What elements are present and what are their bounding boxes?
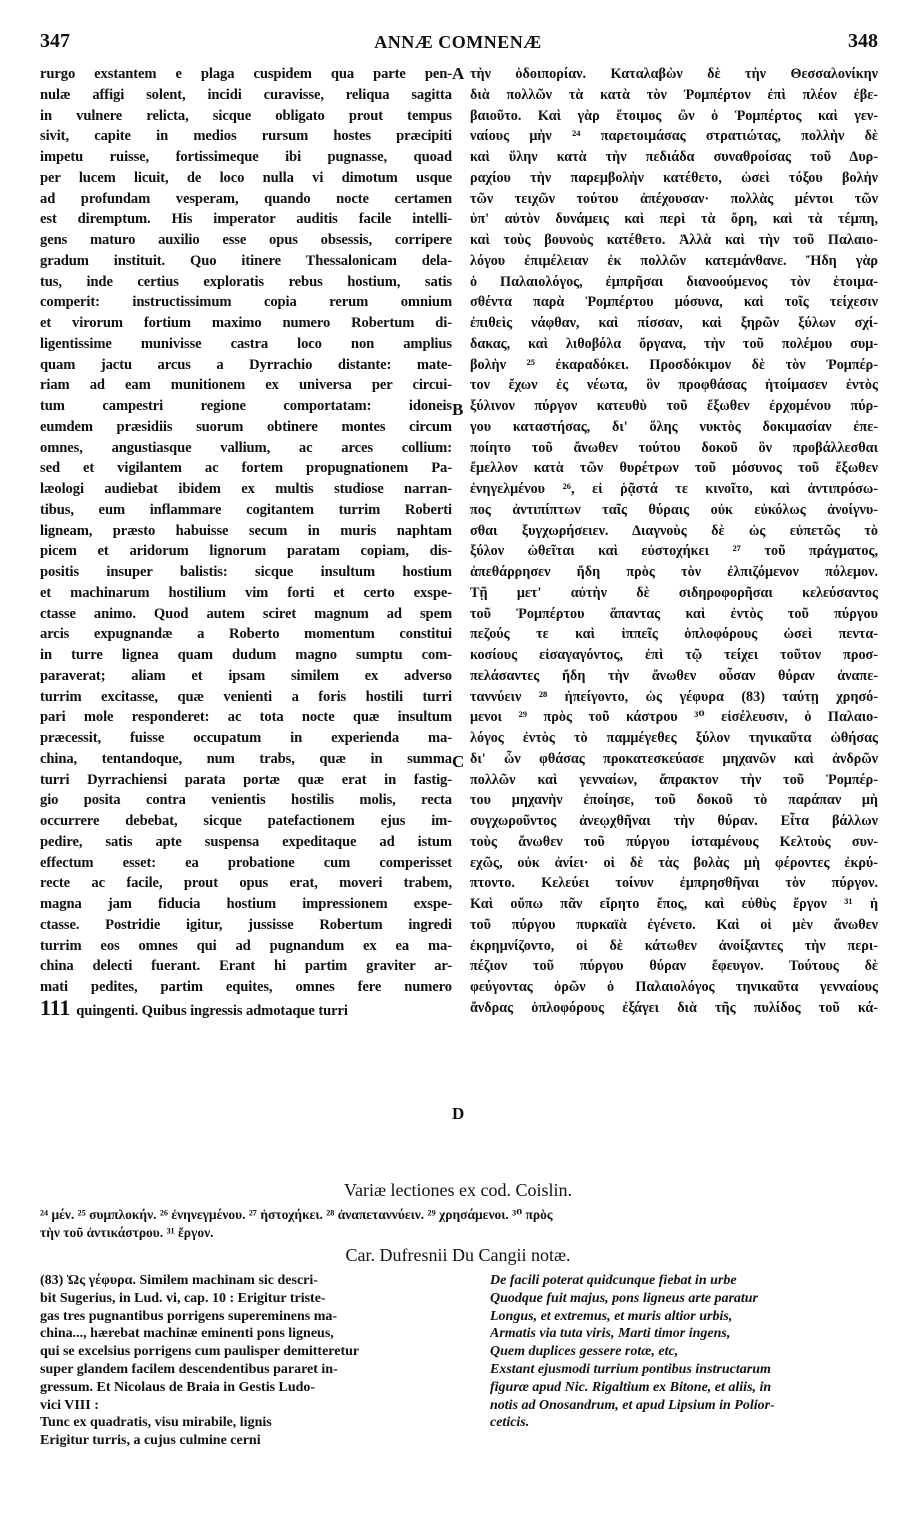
latin-text-line: eumdem præsidiis suorum obtinere montes circum <box>40 418 452 435</box>
greek-text-line: ταννύειν ²⁸ ἠπείγοντο, ὡς γέφυρα (83) ταύτῃ χρησό- <box>470 688 878 705</box>
note-line: gressum. Et Nicolaus de Braia in Gestis Ludo- <box>40 1379 316 1395</box>
margin-marker-a: A <box>452 64 465 83</box>
latin-text-line: impetu ruisse, fortissimeque ibi pugnasse, quoad <box>40 149 452 165</box>
note-line: super glandem facilem descendentibus pararet in- <box>40 1361 338 1377</box>
variae-line: τὴν τοῦ ἀντικάστρου. ³¹ ἔργον. <box>40 1225 214 1240</box>
greek-text-line: λόγος ἐντὸς τὸ παμμέγεθες ξύλον τηνικαῦτα ὠθήσας <box>470 730 878 746</box>
latin-text-line: gradum instituit. Quo itinere Thessalonicam dela- <box>40 252 452 269</box>
greek-text-line: πεζούς τε καὶ ἱππεῖς ὁπλοφόρους ὡσεὶ πεντα- <box>470 626 878 643</box>
greek-text-line: δακας, καὶ λιθοβόλα ὄργανα, τὴν τοῦ πολέμου συμ- <box>470 335 878 352</box>
latin-text-line: tibus, eum inflammare cogitantem turrim Roberti <box>40 501 452 518</box>
latin-text-line: gio posita contra venientis hostilis molis, recta <box>40 792 452 809</box>
greek-text-line: σθαι ξυγχωρήσειεν. Διαγνοὺς δὲ ὡς εὐπετῶς τὸ <box>470 522 878 539</box>
running-title: ANNÆ COMNENÆ <box>374 32 542 52</box>
greek-text-line: κοσίους εἰσαγαγόντος, ἐπὶ τῷ τείχει τοῦτον προσ- <box>470 647 878 663</box>
note-verse-line: Armatis via tuta viris, Marti timor ingens, <box>490 1326 731 1342</box>
note-line: vici VIII : <box>40 1397 99 1413</box>
greek-text-line: ἐνηγελμένου ²⁶, εἰ ῥᾷστά τε κινοῖτο, καὶ ἀντιπρόσω- <box>470 481 878 497</box>
greek-text-line: πτοντο. Κελεύει τοίνυν ἐμπρησθῆναι τὸν πύργον. <box>470 875 878 892</box>
latin-text-line: est diremptum. His imperator auditis facile intelli- <box>40 211 452 228</box>
note-line: gas tres pugnantibus porrigens supereminens ma- <box>40 1308 338 1324</box>
latin-text-line: pedire, satis apte suspensa expeditaque ad istum <box>40 833 452 850</box>
note-line: (83) Ὡς γέφυρα. Similem machinam sic descri- <box>40 1273 318 1288</box>
latin-text-line: china, tentandoque, num trabs, quæ in summa <box>40 750 452 767</box>
greek-text-line: εχῶς, οὐκ ἀνίει· οἱ δὲ τὰς βολὰς μὴ φέροντες ἐκρύ- <box>470 854 878 871</box>
greek-text-line: ξύλον ὠθεῖται καὶ εὐστοχήκει ²⁷ τοῦ πράγματος, <box>470 543 878 560</box>
latin-text-line: in vulnere relicta, sicque obligato prout tempus <box>40 107 452 124</box>
latin-text-line: picem et aridorum lignorum paratam copiam, dis- <box>40 543 452 560</box>
greek-text-line: πέζιον τοῦ πύργου θύραν ἔφευγον. Τούτους δὲ <box>470 958 878 975</box>
latin-text-line: turrim eos omnes qui ad pugnandum ex ea ma- <box>40 937 452 954</box>
latin-text-line: nulæ affigi solent, incidi curavisse, reliqua sagitta <box>40 86 452 103</box>
latin-text-line: ligentissime munivisse castra loco non amplius <box>40 335 452 352</box>
latin-text-line: per lucem licuit, de loco nulla vi dimotum usque <box>40 169 452 186</box>
greek-text-line: ἀπεθάρρησεν ἤδη πρὸς τὸν ἐλπιζόμενον πόλεμον. <box>470 564 878 580</box>
note-verse-line: Quem duplices gessere rotæ, etc, <box>490 1344 679 1360</box>
latin-text-line: arcis expugnandæ a Roberto momentum constitui <box>40 626 452 643</box>
latin-column <box>40 64 452 1019</box>
greek-text-line: ναίους μὴν ²⁴ παρετοιμάσας στρατιώτας, πολλὴν δὲ <box>470 128 878 145</box>
greek-text-line: Τῇ μετ' αὐτὴν δὲ σιδηροφορῆσαι κελεύσαντος <box>470 584 878 601</box>
greek-text-line: λόγου ἐπιμέλειαν ἐκ πολλῶν κατεμάνθανε. Ἤδη γὰρ <box>470 252 878 269</box>
latin-text-line: quam jactu arcus a Dyrrachio distante: mate- <box>40 356 452 373</box>
latin-text-line: præcessit, fuisse occupatum in experienda ma- <box>40 730 452 746</box>
margin-marker-c: C <box>452 752 465 771</box>
latin-text-line: riam ad eam munitionem ex universa per circui- <box>40 377 452 394</box>
latin-text-fragment: quingenti. Quibus ingressis admotaque turri <box>76 1002 348 1019</box>
greek-text-line: φεύγοντας ὁρῶν ὁ Παλαιολόγος τηνικαῦτα γενναίους <box>470 979 878 995</box>
greek-text-line: του μηχανὴν ἐποίησε, τοῦ δοκοῦ τὸ παράπαν μὴ <box>470 792 878 809</box>
greek-text-line: τοῦ Ῥομπέρτου ἅπαντας καὶ ἐντὸς τοῦ πύργου <box>470 605 878 622</box>
latin-text-line: china delecti fuerant. Erant hi partim graviter ar- <box>40 958 452 975</box>
latin-text-line: occurrere debebat, sicque patefactionem ejus im- <box>40 813 452 829</box>
notes-right-column <box>490 1272 880 1432</box>
greek-text-line: πολλῶν καὶ γενναίων, ἄπρακτον τὴν τοῦ Ῥομπέρ- <box>470 771 878 788</box>
latin-text-line: gens maturo auxilio esse opus obsessis, corripere <box>40 232 452 248</box>
variae-lectiones <box>40 1206 880 1242</box>
latin-text-line: turri Dyrrachiensi parata portæ quæ erat in fastig- <box>40 771 452 788</box>
latin-text-line: recte ac facile, prout opus erat, moveri trabem, <box>40 875 452 892</box>
greek-text-line: μενοι ²⁹ πρὸς τοῦ κάστρου ³⁰ εἰσέλευσιν, ὁ Παλαιο- <box>470 709 878 726</box>
greek-text-line: πελάσαντες ἤδη τὴν ἄνωθεν οὖσαν θύραν ἀναπε- <box>470 667 878 684</box>
greek-text-line: ἄνδρας ὁπλοφόρους ἐξάγει διὰ τῆς πυλίδος τοῦ κά- <box>470 999 878 1016</box>
note-verse-line: Quodque fuit majus, pons ligneus arte paratur <box>490 1290 759 1306</box>
latin-text-line: pari mole responderet: ac tota nocte quæ insultum <box>40 709 452 726</box>
note-verse-line: figuræ apud Nic. Rigaltium ex Bitone, et aliis, in <box>490 1379 772 1395</box>
greek-text-line: πος ἀντιπίπτων ταῖς θύραις οὐκ εὐκόλως ἀνοίγνυ- <box>470 501 878 518</box>
latin-text-line: sivit, capite in medios rursum hostes præcipiti <box>40 128 452 145</box>
note-verse-line: Exstant ejusmodi turrium pontibus instructarum <box>490 1361 771 1377</box>
latin-text-line: positis insuper balistis: sicque insultum hostium <box>40 564 452 580</box>
latin-text-line: ctasse animo. Quod autem sciret magnum ad spem <box>40 605 452 622</box>
latin-text-line: comperit: instructissimum copia rerum omnium <box>40 294 452 311</box>
note-verse-line: ceticis. <box>490 1415 530 1431</box>
greek-text-line: συγχωροῦντος ἀνεῳχθῆναι τὴν θύραν. Εἶτα βάλλων <box>470 813 878 829</box>
latin-text-line: læologi audiebat ibidem ex multis studiose narran- <box>40 481 452 497</box>
latin-text-line: tus, inde certius exploratis rebus hostium, satis <box>40 273 452 290</box>
latin-text-line: omnes, angustiasque vallium, ac arces collium: <box>40 439 452 456</box>
greek-text-line: ὑπ' αὐτὸν δυνάμεις καὶ περὶ τὰ ὄρη, καὶ τὰ τέμπη, <box>470 211 878 228</box>
note-line: Erigitur turris, a cujus culmine cerni <box>40 1433 261 1449</box>
greek-column <box>470 64 878 1019</box>
greek-text-line: ἐπιθεὶς νάφθαν, καὶ πίσσαν, καὶ ξηρῶν ξύλων σχί- <box>470 315 878 331</box>
margin-marker-b: B <box>452 400 464 419</box>
greek-text-line: ποίητο τοῦ ἄνωθεν τούτου δοκοῦ ὃν προβάλλεσθαι <box>470 439 878 456</box>
greek-text-line: τοὺς ἄνωθεν τοῦ πύργου ἱσταμένους Κελτοὺς συν- <box>470 833 878 850</box>
latin-text-line: ad profundam vesperam, quando nocte certamen <box>40 190 452 207</box>
greek-text-line: σθέντα παρὰ Ῥομπέρτου μόσυνα, καὶ τοῖς τείχεσιν <box>470 294 878 311</box>
latin-text-line: ctasse. Postridie igitur, jussisse Robertum ingredi <box>40 916 452 933</box>
greek-text-line: ὁ Παλαιολόγος, ἐμπρῆσαι διανοούμενος τὸν ἑτοιμα- <box>470 273 878 290</box>
greek-text-line: τῶν τειχῶν τούτου ἀπέχουσαν· πολλὰς μέντοι τῶν <box>470 190 878 207</box>
greek-text-line: διὰ πολλῶν τὰ κατὰ τὸν Ῥομπέρτον ἐπὶ πλέον ἐβε- <box>470 86 878 103</box>
greek-text-line: ξύλινον πύργον κατευθὺ τοῦ ἔξωθεν ἐρχομένου πύρ- <box>470 398 878 414</box>
latin-text-line: ligneam, præsto habuisse secum in muris naphtam <box>40 522 452 539</box>
note-verse-line: De facili poterat quidcunque fiebat in urbe <box>490 1273 737 1288</box>
greek-text-line: βαιοῦτο. Καὶ γὰρ ἕτοιμος ὢν ὁ Ῥομπέρτος καὶ γεν- <box>470 107 878 124</box>
page-number-right: 348 <box>848 30 878 52</box>
note-line: bit Sugerius, in Lud. vi, cap. 10 : Erigitur triste- <box>40 1290 326 1306</box>
greek-text-line: γου καταστήσας, δι' ὅλης νυκτὸς δοκιμασίαν ἐπε- <box>470 418 878 435</box>
greek-text-line: τοῦ πύργου πυρκαϊὰ ἐγένετο. Καὶ οἱ μὲν ἄνωθεν <box>470 916 878 933</box>
greek-text-line: ἐκρημνίζοντο, οἱ δὲ κάτωθεν ἀνοίξαντες τὴν περι- <box>470 937 878 954</box>
page-number-left: 347 <box>40 30 70 52</box>
latin-text-line <box>40 998 452 1019</box>
greek-text-line: ἔμελλον κατὰ τῶν θυρέτρων τοῦ μόσυνος τοῦ ἔξωθεν <box>470 460 878 477</box>
note-verse-line: notis ad Onosandrum, et apud Lipsium in Polior- <box>490 1397 775 1413</box>
greek-text-line: τον ἔχων ἐς νέωτα, ὃν προφθάσας ἡτοίμασεν ἐντὸς <box>470 377 878 394</box>
latin-text-line: et virorum fortium maximo numero Robertum di- <box>40 315 452 331</box>
latin-text-line: paraverat; aliam et ipsam similem ex adverso <box>40 667 452 684</box>
variae-line: ²⁴ μέν. ²⁵ συμπλοκήν. ²⁶ ἐνηνεγμένου. ²⁷ ἠστοχήκει. ²⁸ ἀναπεταννύειν. ²⁹ χρησάμενοι. ³⁰ πρὸς <box>40 1207 553 1222</box>
latin-text-line: in turre lignea quam dudum magno sumptu com- <box>40 647 452 663</box>
latin-text-line: mati pedites, partim equites, omnes fere numero <box>40 979 452 995</box>
latin-text-line: et machinarum hostilium vim forti et certo exspe- <box>40 584 452 601</box>
greek-text-line: Καὶ οὔπω πᾶν εἴρητο ἔπος, καὶ εὐθὺς ἔργον ³¹ ἡ <box>470 896 878 912</box>
note-line: qui se excelsius porrigens cum paulisper demitteretur <box>40 1344 360 1360</box>
variae-lectiones-title: Variæ lectiones ex cod. Coislin. <box>344 1180 572 1200</box>
signature-number: 111 <box>40 997 71 1019</box>
margin-marker-d: D <box>452 1104 465 1123</box>
latin-text-line: turrim excitasse, quæ venienti a foris hostili turri <box>40 688 452 705</box>
notes-title: Car. Dufresnii Du Cangii notæ. <box>345 1245 571 1265</box>
latin-text-line: rurgo exstantem e plaga cuspidem qua parte pen- <box>40 66 452 82</box>
latin-text-line: tum campestri regione comportatam: idoneis <box>40 398 452 414</box>
note-verse-line: Longus, et extremus, et muris altior urbis, <box>490 1308 733 1324</box>
latin-text-line: sed et vigilantem ac fortem propugnationem Pa- <box>40 460 452 477</box>
latin-text-line: magna jam fiducia hostium impressionem exspe- <box>40 896 452 912</box>
greek-text-line: βολὴν ²⁵ ἐκαραδόκει. Προσδόκιμον δὲ τὸν Ῥομπέρ- <box>470 356 878 373</box>
notes-left-column <box>40 1272 452 1450</box>
note-line: Tunc ex quadratis, visu mirabile, lignis <box>40 1415 272 1431</box>
greek-text-line: δι' ὧν φθάσας προκατεσκεύασε μηχανῶν καὶ ἀνδρῶν <box>470 750 878 767</box>
greek-text-line: τὴν ὁδοιπορίαν. Καταλαβὼν δὲ τὴν Θεσσαλονίκην <box>470 66 878 82</box>
greek-text-line: καὶ ὕλην κατὰ τὴν πεδιάδα συναθροίσας τοῦ Δυρ- <box>470 149 878 165</box>
greek-text-line: καὶ τοὺς βουνοὺς κατέθετο. Ἀλλὰ καὶ τὴν τοῦ Παλαιο- <box>470 232 878 248</box>
greek-text-line: ραχίου τὴν παρεμβολὴν κατέθετο, ὡσεὶ τόξου βολὴν <box>470 169 878 186</box>
latin-text-line: effectum esset: ea probatione cum comperisset <box>40 854 452 871</box>
note-line: china..., hærebat machinæ eminenti pons ligneus, <box>40 1326 334 1342</box>
